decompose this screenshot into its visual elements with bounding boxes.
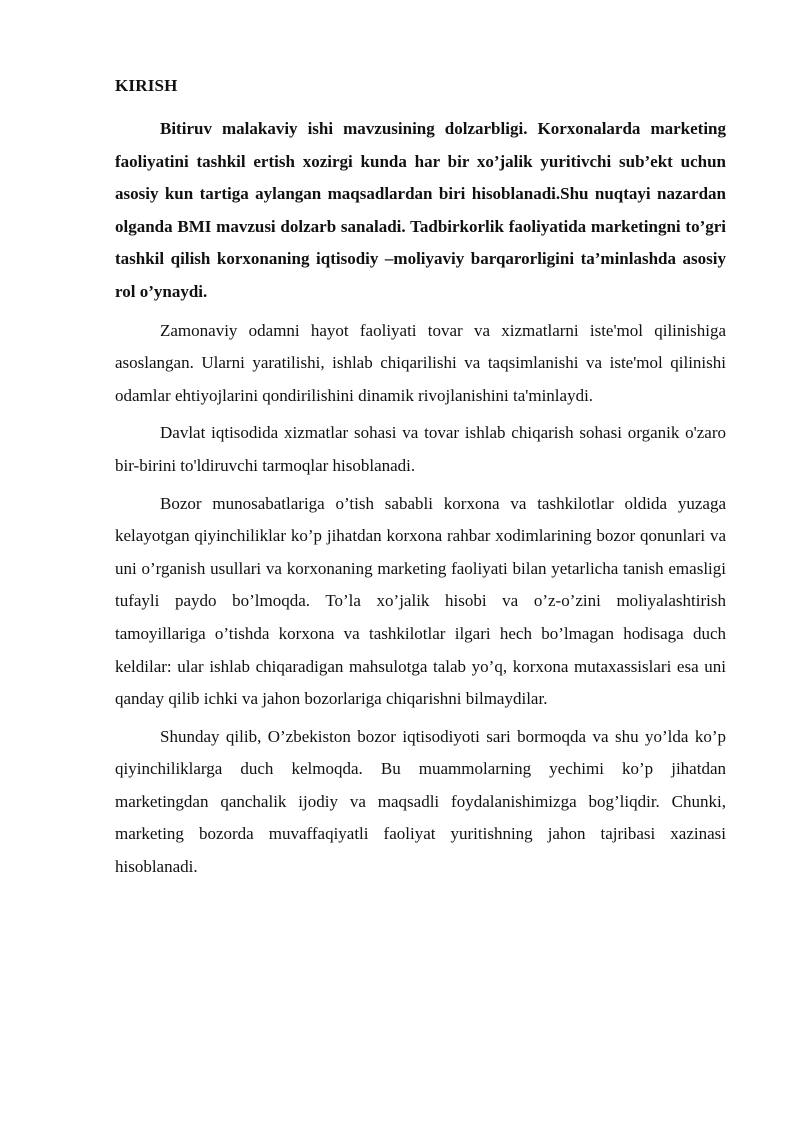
paragraph-relevance bbox=[115, 113, 726, 309]
paragraph-market-transition: Bozor munosabatlariga o’tish sababli korxona va tashkilotlar oldida yuzaga kelayotgan qiyinchiliklar ko’p jihatdan korxona rahbar xodimlarining bozor qonunlari va uni o’rganish usullari va korxonaning marketing faoliyati bilan yetarlicha tanish emasligi tufayli paydo bo’lmoqda. To’la xo’jalik hisobi va o’z-o’zini moliyalashtirish tamoyillariga o’tishda korxona va tashkilotlar ilgari hech bo’lmagan hodisaga duch keldilar: ular ishlab chiqaradigan mahsulotga talab yo’q, korxona mutaxassislari esa uni qanday qilib ichki va jahon bozorlariga chiqarishni bilmaydilar. bbox=[115, 493, 726, 709]
relevance-lead: Bitiruv malakaviy ishi mavzusining dolzarbligi bbox=[160, 119, 524, 138]
relevance-lead-dot: . bbox=[523, 119, 538, 138]
section-heading: KIRISH bbox=[115, 76, 178, 95]
paragraph-economy-sectors: Davlat iqtisodida xizmatlar sohasi va tovar ishlab chiqarish sohasi organik o'zaro bir-birini to'ldiruvchi tarmoqlar hisoblanadi. bbox=[115, 423, 726, 475]
paragraph-consumption: Zamonaviy odamni hayot faoliyati tovar va xizmatlarni iste'mol qilinishiga asoslangan. Ularni yaratilishi, ishlab chiqarilishi va taqsimlanishi va iste'mol qilinishi odamlar ehtiyojlarini qondirilishini dinamik rivojlanishini ta'minlaydi. bbox=[115, 320, 726, 405]
paragraph-conclusion: Shunday qilib, O’zbekiston bozor iqtisodiyoti sari bormoqda va shu yo’lda ko’p qiyinchiliklarga duch kelmoqda. Bu muammolarning yechimi ko’p jihatdan marketingdan qanchalik ijodiy va maqsadli foydalanishimizga bog’liqdir. Chunki, marketing bozorda muvaffaqiyatli faoliyat yuritishning jahon tajribasi xazinasi hisoblanadi. bbox=[115, 726, 726, 877]
page-content bbox=[115, 74, 726, 889]
relevance-text: Korxonalarda marketing faoliyatini tashkil ertish xozirgi kunda har bir xo’jalik yuritivchi sub’ekt uchun asosiy kun tartiga aylangan maqsadlardan biri hisoblanadi.Shu nuqtayi nazardan olganda BMI mavzusi dolzarb sanaladi. Tadbirkorlik faoliyatida marketingni to’gri tashkil qilish korxonaning iqtisodiy –moliyaviy barqarorligini ta’minlashda asosiy rol o’ynaydi. bbox=[115, 119, 726, 301]
